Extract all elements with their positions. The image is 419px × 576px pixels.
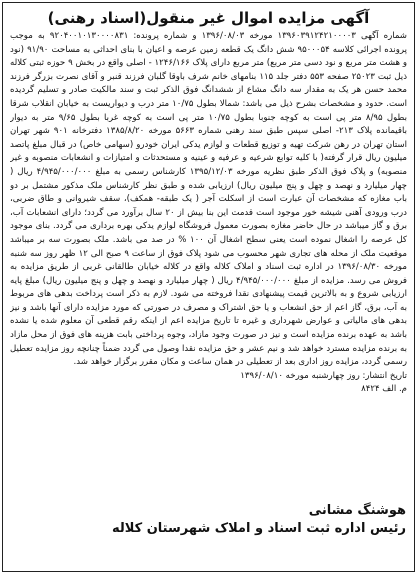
notice-frame: [2, 2, 415, 572]
notice-body: [10, 30, 407, 498]
reference-number: م. الف ۸۴۲۴: [361, 384, 407, 395]
publication-date: تاریخ انتشار: روز چهارشنبه مورخه ۱۳۹۶/۰۸/۱۰: [240, 370, 407, 381]
notice-paragraph: شماره آگهی ۱۳۹۶۰۳۹۱۲۴۲۱۰۰۰۰۳ مورخه ۱۳۹۶/۰۸/۰۳ و شماره پرونده: ۹۲۰۴۰۰۱۰۱۳۰۰۰۰۸۳۱ به موجب پرونده اجرائی کلاسه ۹۵۰۰۰۵۴ شش دانگ یک قطعه زمین عرصه و اعیان با بنای احداثی به مساحت ۹۱/۹۰ (نود و هشت متر مربع و نود دسی متر مربع) متر مربع دارای پلاک ۱۲۴۶/۱۶۶ - اصلی واقع در بخش ۹ حوزه ثبتی کلاله ذیل ثبت ۲۵۰۲۳ صفحه ۵۵۳ دفتر جلد ۱۱۵ بنامهای خانم شرف باوقا گلبان فرزند قنبر و آقای نصرت بزرگر فرزند محمد حسن هر یک به مقدار سه دانگ مشاع از ششدانگ فوق الذکر ثبت و سند مالکیت صادر و تسلیم گردیده است. حدود و مشخصات بشرح ذیل می باشد: شمالا بطول ۱۰/۷۵ متر درب و دیواریست به خیابان انقلاب شرقا بطول ۸/۹۵ متر پی است به کوچه جنوبا بطول ۱۰/۷۵ متر پی است به کوچه غربا بطول ۹/۶۵ متر به دیوار باقیمانده پلاک ۲۱۳- اصلی سپس طبق سند رهنی شماره ۵۶۶۳ مورخه ۱۳۸۵/۸/۲۰ دفترخانه ۹۰۱ شهر تهران استان تهران در رهن شرکت تهیه و توزیع قطعات و لوازم یدکی ایران خودرو (سهامی خاص) در قبال مبلغ پاتصد میلیون ریال قرار گرفته( با کلیه توابع شرعیه و عرفیه و عینیه و مستحدثات و امتیازات و انشعابات منصوبه و غیر منصوبه) و پلاک فوق الذکر طبق نظریه مورخه ۱۳۹۵/۱۲/۰۳ کارشناس رسمی به مبلغ ۴/۹۴۵/۰۰۰/۰۰۰ ریال ( چهار میلیارد و نهصد و چهل و پنج میلیون ریال) ارزیابی شده و طبق نظر کارشناس ملک مذکور مشتمل بر دو باب مغازه که مشخصات آن عبارت است از اسکلت آجر ( یک طبقه- همکف)، سقف شیروانی و طاق ضربی، درب ورودی آهنی شیشه خور موجود است قدمت این بنا بیش از ۲۰ سال برآورد می گردد؛ دارای انشعابات آب، برق و گاز میباشد در حال حاضر مغازه بصورت معمول فروشگاه لوازم یدکی بهره برداری می گردد. بنای موجود کل عرصه را اشغال نموده است یعنی سطح اشغال آن ۱۰۰ % در صد می باشد. ملک بصورت سه بر میباشد موقعیت ملک از محله های تجاری شهر محسوب می شود پلاک فوق از ساعت ۹ صبح الی ۱۲ ظهر روز سه شنبه مورخه ۱۳۹۶/۰۸/۳۰ در اداره ثبت اسناد و املاک کلاله واقع در کلاله خیابان طالقانی غربی از طریق مزایده به فروش می رسد. مزایده از مبلغ ۴/۹۴۵/۰۰۰/۰۰۰ ریال ( چهار میلیارد و نهصد و چهل و پنج میلیون ریال) مبلغ پایه ارزیابی شروع و به بالاترین قیمت پیشنهادی نقدا فروخته می شود. لازم به ذکر است پرداخت بدهی های مربوط به آب، برق، گاز اعم از حق انشعاب و یا حق اشتراک و مصرف در صورتی که مورد مزایده دارای آنها باشد و نیز بدهی های مالیاتی و عوارض شهرداری و غیره تا تاریخ مزایده اعم از اینکه رقم قطعی آن معلوم شده یا نشده باشد به عهده برنده مزایده است و نیز در صورت وجود مازاد، وجوه پرداختی بابت هزینه های فوق از محل مازاد به برنده مزایده مسترد خواهد شد و نیم عشر و حق مزایده نقدا وصول می گردد ضمناً چنانچه روز مزایده تعطیل رسمی گردد، مزایده روز اداری بعد از تعطیلی در همان ساعت و مکان مقرر برگزار خواهد شد.: [10, 31, 407, 368]
signatory-name: هوشنگ مشانی: [308, 503, 406, 518]
signature-block: [11, 502, 406, 538]
signatory-role: رئیس اداره ثبت اسناد و املاک شهرستان کلاله: [111, 521, 406, 536]
notice-title: آگهی مزایده اموال غیر منقول(اسناد رهنی): [47, 9, 370, 27]
